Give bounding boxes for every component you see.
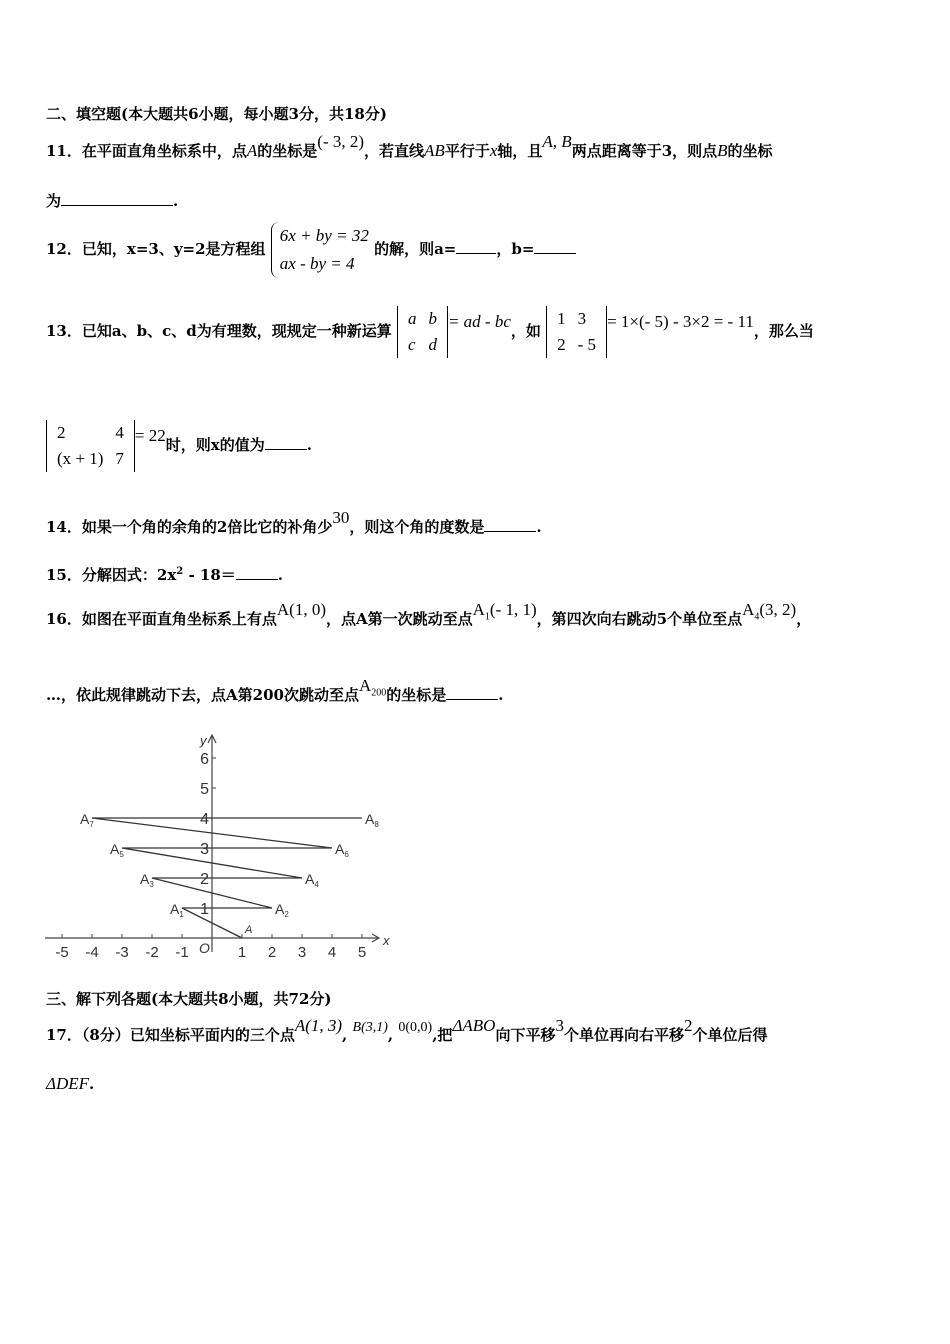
- q14-number: 14．: [46, 518, 82, 536]
- q13-det-example: [546, 306, 607, 358]
- q12-equation-system: [271, 222, 369, 278]
- x-tick-label: -5: [55, 944, 69, 960]
- q13-det-question: [46, 420, 135, 472]
- det1-c: c: [407, 335, 416, 354]
- q14-value: 30: [332, 508, 350, 527]
- q12-eq1: 6x + by = 32: [279, 226, 369, 245]
- q16-point-a200: $A_{200}$: [358, 676, 387, 699]
- q15-exponent: 2: [176, 566, 184, 577]
- det2-d: - 5: [577, 335, 597, 354]
- q17-down-amount: 3: [555, 1016, 564, 1035]
- y-tick-label: 3: [200, 841, 209, 858]
- y-axis-label: y: [200, 733, 207, 748]
- q15-number: 15．: [46, 566, 82, 584]
- q12-eq2: ax - by = 4: [279, 254, 355, 273]
- q17-right-amount: 2: [684, 1016, 693, 1035]
- q17-text4: 个单位再向右平移: [563, 1026, 684, 1044]
- q17-number: 17．: [46, 1026, 82, 1044]
- q16-text6: 的坐标是: [386, 686, 447, 704]
- q11-line2: [46, 190, 178, 211]
- y-tick-label: 6: [200, 751, 209, 768]
- det3-b: 4: [115, 423, 124, 442]
- x-tick-label: -1: [175, 944, 189, 960]
- x-tick-label: -4: [85, 944, 99, 960]
- q17-point-b: B(3,1): [352, 1020, 388, 1035]
- q17-line2: [46, 1074, 94, 1094]
- q17-line1: [46, 1016, 768, 1045]
- q17-text3: 向下平移: [495, 1026, 556, 1044]
- q13-answer-blank[interactable]: [265, 435, 307, 450]
- det1-a: a: [407, 309, 417, 328]
- q17-score: （8分）: [81, 1026, 130, 1044]
- point-label: $A_5$: [110, 841, 124, 859]
- q11-text1: 在平面直角坐标系中，点: [81, 142, 247, 160]
- q11-text8: 为: [46, 192, 62, 210]
- section3-title: 三、解下列各题(本大题共8小题，共72分): [46, 990, 332, 1008]
- x-tick-label: -2: [145, 944, 159, 960]
- q17-triangle-def: ΔDEF: [46, 1074, 90, 1093]
- q15-text1: 分解因式：2x: [81, 566, 177, 584]
- point-label: $A_2$: [275, 901, 289, 919]
- q11-text5: 轴，且: [497, 142, 543, 160]
- q11-coord-a: (- 3, 2): [317, 132, 365, 151]
- q13-equals: = 22: [134, 426, 166, 445]
- point-label: $A_1$: [170, 901, 184, 919]
- q17-point-o: 0(0,0): [398, 1020, 433, 1035]
- q11-text7: 的坐标: [727, 142, 773, 160]
- q15-text2: - 18＝: [183, 566, 236, 584]
- q12-number: 12．: [46, 240, 82, 258]
- section2-title: 二、填空题(本大题共6小题，每小题3分，共18分): [46, 105, 387, 123]
- q11-number: 11．: [46, 142, 82, 160]
- det2-b: 3: [577, 309, 587, 328]
- det3-c: (x + 1): [57, 449, 104, 468]
- q13-text2: ，如: [510, 322, 541, 340]
- q16-text1: 如图在平面直角坐标系上有点: [81, 610, 277, 628]
- y-tick-label: 5: [200, 781, 209, 798]
- q13-text1: 已知a、b、c、d为有理数，现规定一种新运算: [81, 322, 392, 340]
- origin-label: O: [199, 940, 210, 956]
- q14-text2: ，则这个角的度数是: [349, 518, 485, 536]
- point-label: $A_8$: [365, 811, 379, 829]
- det3-a: 2: [57, 423, 66, 442]
- det3-d: 7: [115, 449, 124, 468]
- q16-point-a: A(1, 0): [276, 600, 326, 619]
- point-label: A: [245, 924, 253, 936]
- det2-c: 2: [557, 335, 566, 354]
- q16-text5: …，依此规律跳动下去，点A第200次跳动至点: [46, 686, 359, 704]
- q16-line2: [46, 676, 504, 707]
- q13-example: = 1×(- 5) - 3×2 = - 11: [607, 312, 754, 331]
- x-tick-label: 1: [237, 944, 247, 960]
- x-tick-label: 4: [327, 944, 337, 960]
- y-tick-label: 2: [200, 871, 209, 888]
- q14-answer-blank[interactable]: [484, 517, 536, 532]
- x-tick-label: 2: [267, 944, 277, 960]
- q13-definition: = ad - bc: [447, 312, 511, 331]
- q11-text4: 平行于: [444, 142, 490, 160]
- q11-point-a: A: [246, 141, 258, 160]
- q15-answer-blank[interactable]: [236, 565, 278, 580]
- q13-text3: ，那么当: [753, 322, 814, 340]
- q16-end: .: [498, 686, 504, 704]
- q11-pair-ab: A, B: [542, 132, 572, 151]
- q17-sep2: ,: [387, 1026, 394, 1044]
- q11-text6: 两点距离等于3，则点: [571, 142, 718, 160]
- x-tick-label: 5: [357, 944, 367, 960]
- point-label: $A_4$: [305, 871, 319, 889]
- q11-text3: ，若直线: [364, 142, 425, 160]
- q16-answer-blank[interactable]: [446, 685, 498, 700]
- q12-text2: 的解，则a=: [374, 240, 457, 258]
- q13-line1: [46, 306, 814, 358]
- q12-text3: ，b=: [496, 240, 535, 258]
- q17-text5: 个单位后得: [692, 1026, 768, 1044]
- q11-end: .: [173, 192, 179, 210]
- q16-point-a4: $A_4(3$, 2): [742, 600, 797, 623]
- q14-text1: 如果一个角的余角的2倍比它的补角少: [81, 518, 333, 536]
- point-label: $A_3$: [140, 871, 154, 889]
- q15-line: [46, 564, 283, 585]
- q13-text4: 时，则x的值为: [165, 436, 265, 454]
- x-axis-label: x: [383, 933, 390, 948]
- q12-answer-b-blank[interactable]: [534, 239, 576, 254]
- q13-line2: [46, 420, 312, 472]
- q16-text3: ，第四次向右跳动5个单位至点: [536, 610, 743, 628]
- det2-a: 1: [557, 309, 566, 328]
- q17-text2: ,把: [432, 1026, 453, 1044]
- q14-end: .: [536, 518, 542, 536]
- q17-sep1: ,: [342, 1026, 348, 1044]
- q15-end: .: [277, 566, 284, 584]
- q16-text4: ，: [796, 610, 812, 628]
- q14-line: [46, 508, 542, 537]
- q16-point-a1: $A_1(-$ 1, 1): [472, 600, 537, 623]
- x-tick-label: 3: [297, 944, 307, 960]
- q13-end: .: [306, 436, 312, 454]
- point-label: $A_6$: [335, 841, 349, 859]
- q16-line1: [46, 600, 812, 631]
- q11-axis-x: x: [489, 141, 498, 160]
- q13-number: 13．: [46, 322, 82, 340]
- point-label: $A_7$: [80, 811, 94, 829]
- y-tick-label: 1: [200, 901, 209, 918]
- x-tick-label: -3: [115, 944, 129, 960]
- coordinate-graph: [40, 730, 400, 960]
- q17-text1: 已知坐标平面内的三个点: [129, 1026, 295, 1044]
- q11-point-b: B: [717, 141, 728, 160]
- q11-answer-blank[interactable]: [61, 191, 173, 206]
- q12-line: [46, 222, 576, 278]
- det1-d: d: [428, 335, 437, 354]
- q12-text1: 已知，x=3、y=2是方程组: [81, 240, 266, 258]
- det1-b: b: [428, 309, 437, 328]
- q11-line1: [46, 132, 773, 161]
- q17-end: .: [89, 1075, 95, 1093]
- q13-det-definition: [397, 306, 448, 358]
- q16-text2: ，点A第一次跳动至点: [326, 610, 473, 628]
- q17-point-a: A(1, 3): [294, 1016, 343, 1035]
- q12-answer-a-blank[interactable]: [456, 239, 496, 254]
- q16-number: 16．: [46, 610, 82, 628]
- y-tick-label: 4: [200, 811, 209, 828]
- q11-text2: 的坐标是: [257, 142, 318, 160]
- q11-line-ab: AB: [424, 141, 445, 160]
- q17-triangle-abo: ΔABO: [452, 1016, 496, 1035]
